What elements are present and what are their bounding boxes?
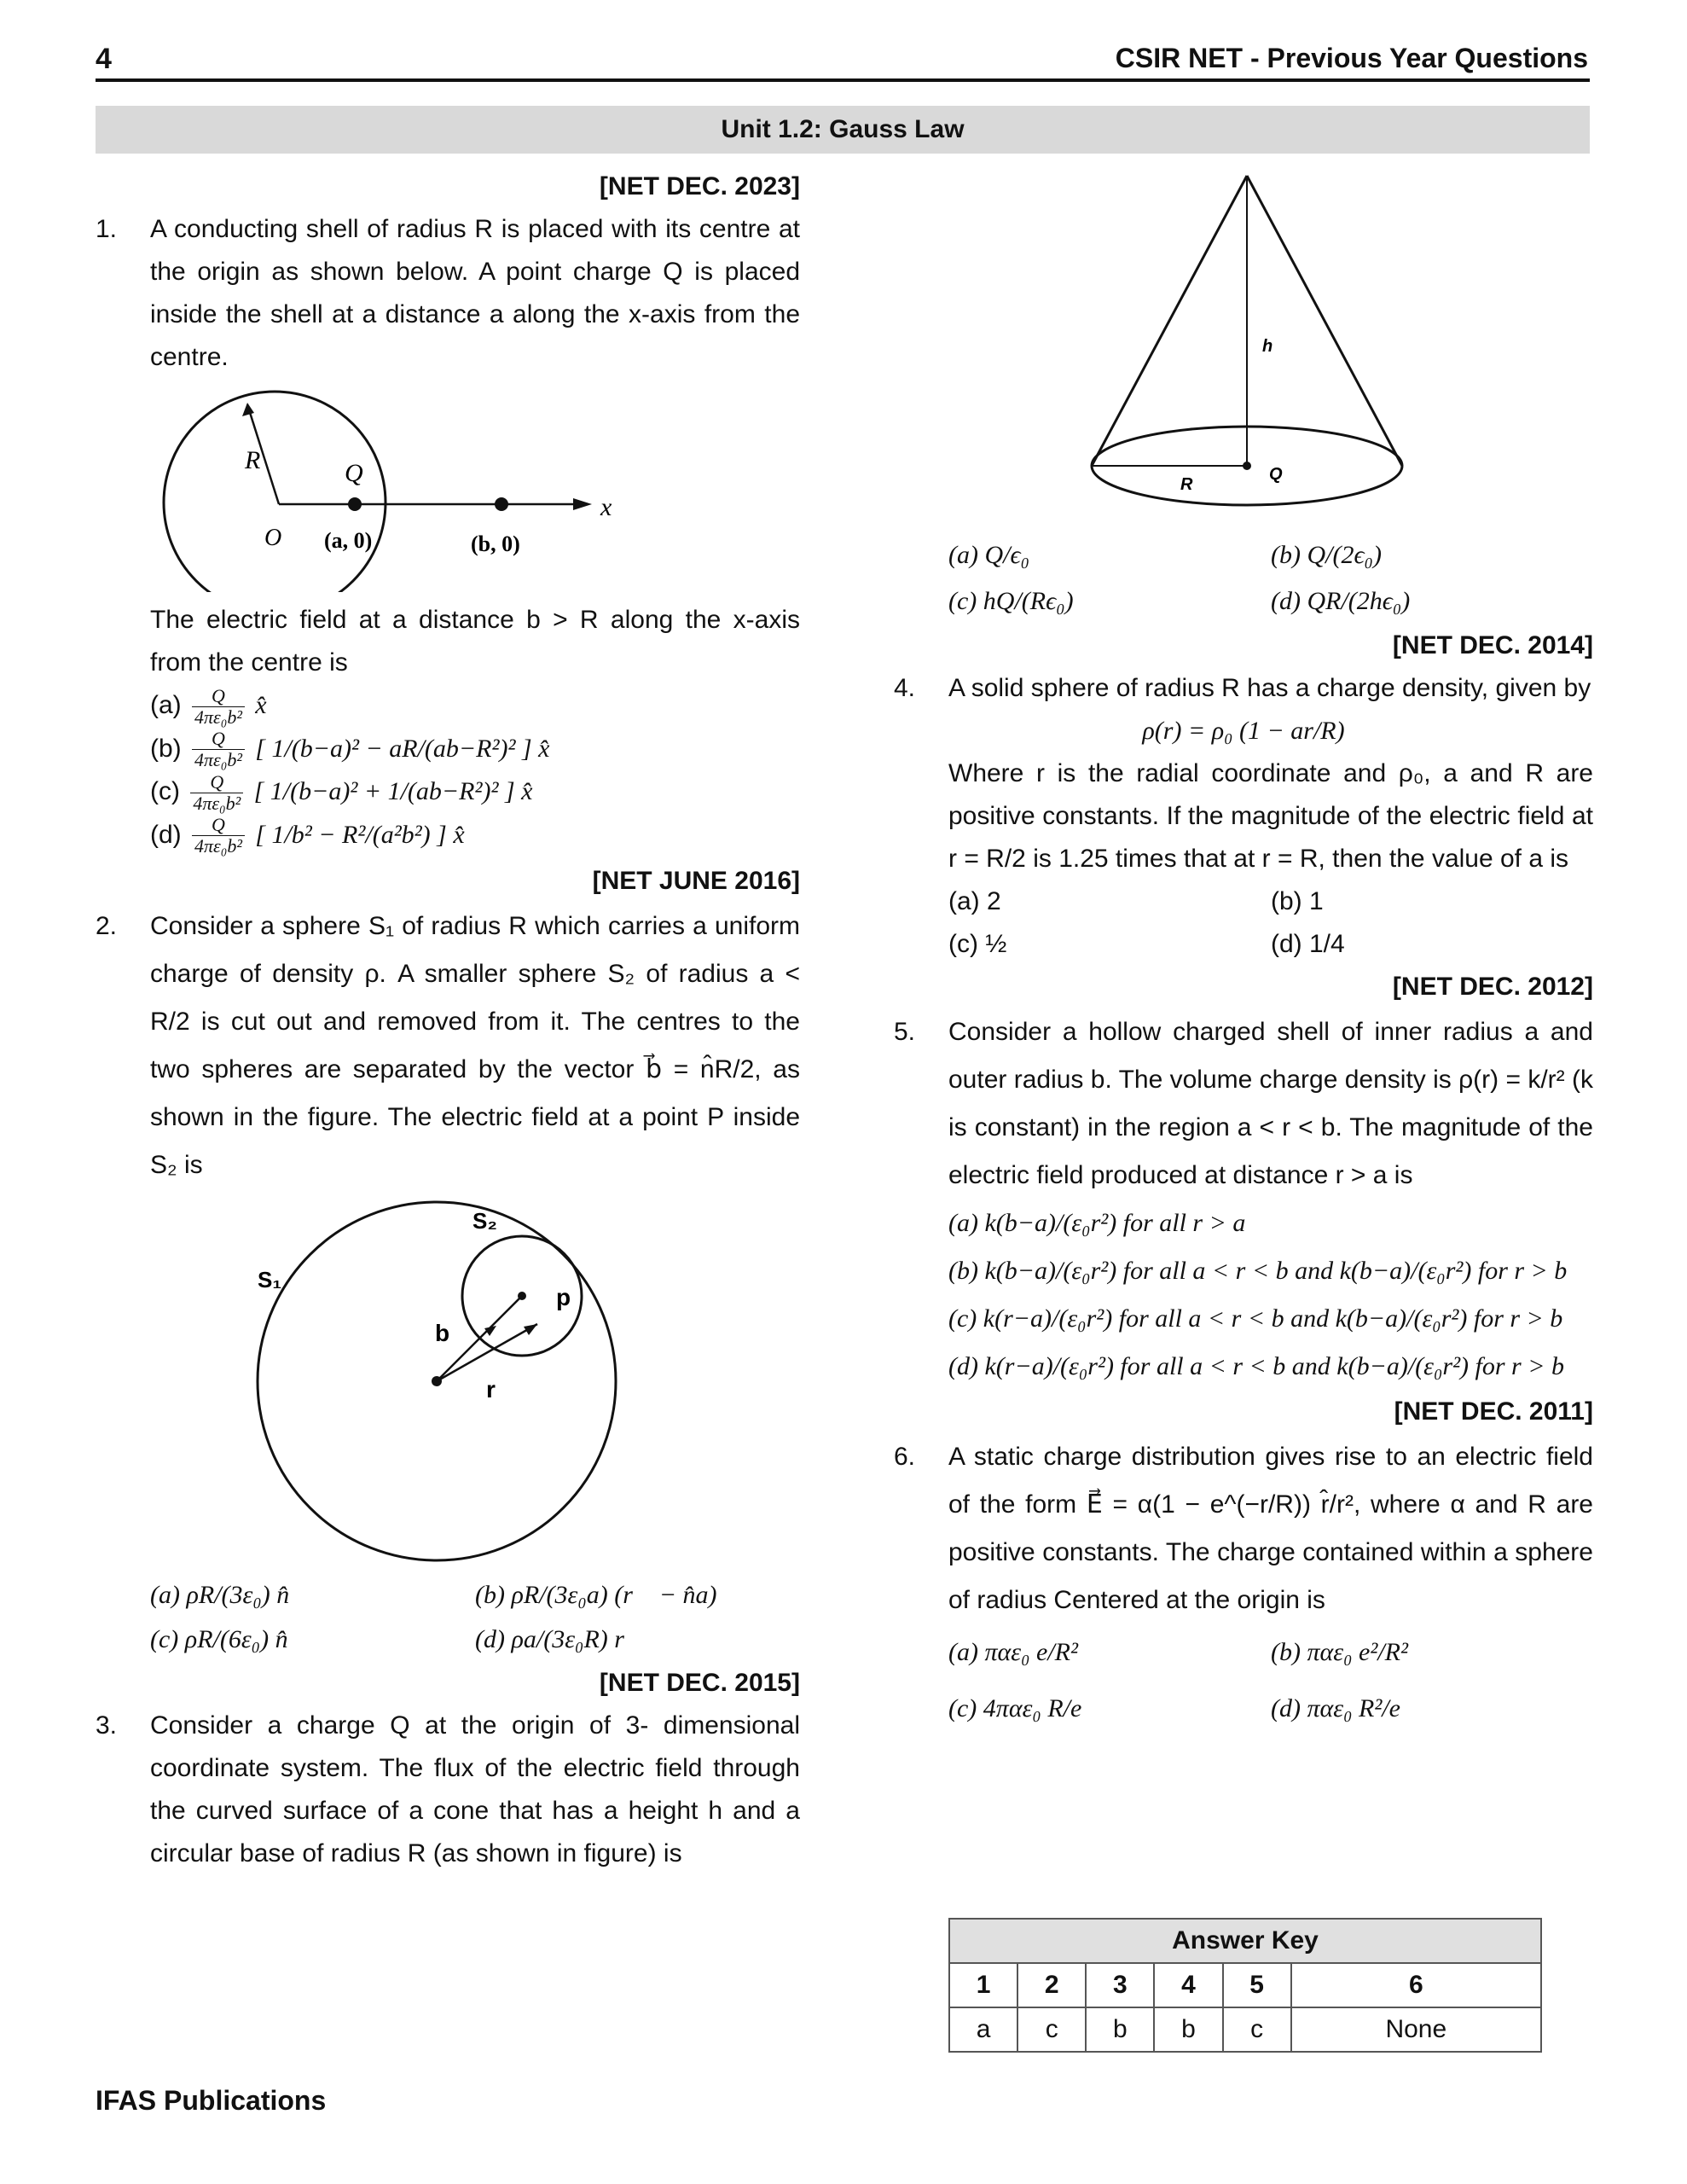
q1-opt-b-num: Q: [192, 729, 245, 750]
q4-text: A solid sphere of radius R has a charge density, given by: [948, 674, 1591, 702]
q6-option-b: (b) παε₀ e²/R²: [1271, 1638, 1408, 1666]
q2-option-c: (c) ρR/(6ε₀) n̂: [150, 1625, 288, 1654]
page-header-title: CSIR NET - Previous Year Questions: [1115, 43, 1588, 73]
q1-tag: [NET DEC. 2023]: [599, 172, 800, 200]
q6-text: A static charge distribution gives rise to an electric field of the form E⃗ = α(1 − e^(−r/R)) r̂/r², where α and R are positive constants. The charge contained within a sphere of radius Centered at the origin is: [948, 1443, 1593, 1614]
q6-options: [894, 1624, 1593, 1737]
q6-option-d: (d) παε₀ R²/e: [1271, 1694, 1400, 1722]
q1-number: 1.: [96, 215, 118, 243]
q6-option-c: (c) 4παε₀ R/e: [948, 1694, 1082, 1722]
q1-opt-d-body: [ 1/b² − R²/(a²b²) ] x̂: [255, 820, 465, 849]
q2-options: [96, 1573, 800, 1662]
q1-opt-c-den: 4πε₀b²: [193, 792, 241, 814]
q3-text: Consider a charge Q at the origin of 3- dimensional coordinate system. The flux of the electric field through the curved surface of a cone that has a height h and a circular base of radius R (as shown in figure) is: [150, 1711, 800, 1868]
question-2: [96, 903, 800, 1189]
right-column: [894, 166, 1593, 1737]
q1-option-c: [96, 770, 800, 814]
q1-fig-x-label: x: [600, 493, 612, 521]
q1-opt-c-num: Q: [190, 772, 243, 793]
q1-opt-c-body: [ 1/(b−a)² + 1/(ab−R²)² ] x̂: [253, 777, 533, 806]
answer-key-answer: b: [1154, 2007, 1222, 2052]
q1-opt-b-den: 4πε₀b²: [194, 749, 242, 771]
question-1: [96, 208, 800, 379]
q3-fig-Q-label: Q: [1269, 465, 1283, 484]
answer-key-number: 1: [949, 1963, 1017, 2007]
answer-key-answer: c: [1017, 2007, 1086, 2052]
answer-key-title: Answer Key: [949, 1919, 1541, 1963]
q6-tag: [NET DEC. 2011]: [1394, 1397, 1593, 1426]
q3-option-d: (d) QR/(2hϵ₀): [1271, 587, 1411, 615]
q2-fig-S1-label: S₁: [258, 1267, 282, 1293]
q2-option-a: (a) ρR/(3ε₀) n̂: [150, 1581, 290, 1610]
q1-fig-O-label: O: [264, 525, 282, 551]
q1-opt-c-label: (c): [150, 777, 180, 806]
q1-option-d: [96, 814, 800, 857]
q1-figure: [96, 387, 800, 592]
answer-key-number: 4: [1154, 1963, 1222, 2007]
q5-text: Consider a hollow charged shell of inner radius a and outer radius b. The volume charge density is ρ(r) = k/r² (k is constant) in the region a < r < b. The magnitude of the electric field produced at distance r > a is: [948, 1018, 1593, 1189]
page-number: 4: [96, 43, 112, 75]
answer-key-number: 5: [1223, 1963, 1291, 2007]
q4-tag: [NET DEC. 2014]: [1392, 631, 1593, 659]
q1-text: A conducting shell of radius R is placed with its centre at the origin as shown below. A point charge Q is placed inside the shell at a distance a along the x-axis from the centre.: [150, 215, 800, 371]
q1-option-b: [96, 728, 800, 771]
q3-option-b: (b) Q/(2ϵ₀): [1271, 541, 1382, 569]
q1-opt-a-num: Q: [192, 686, 245, 707]
q2-text: Consider a sphere S₁ of radius R which carries a uniform charge of density ρ. A smaller sphere S₂ of radius a < R/2 is cut out and removed from it. The centres to the two spheres are separated by the vector b⃗ = n̂R/2, as shown in the figure. The electric field at a point P inside S₂ is: [150, 912, 800, 1180]
q3-options: [894, 532, 1593, 624]
q1-fig-a-label: (a, 0): [324, 528, 373, 553]
q3-fig-h-label: h: [1262, 337, 1273, 356]
q1-opt-b-body: [ 1/(b−a)² − aR/(ab−R²)² ] x̂: [255, 734, 550, 763]
answer-key-answer: c: [1223, 2007, 1291, 2052]
q4-number: 4.: [894, 674, 916, 702]
q5-tag: [NET DEC. 2012]: [1392, 973, 1593, 1001]
q2-fig-S2-label: S₂: [472, 1208, 497, 1234]
q3-number: 3.: [96, 1711, 118, 1740]
q2-tag: [NET JUNE 2016]: [592, 867, 800, 896]
q1-opt-d-den: 4πε₀b²: [194, 835, 242, 857]
q1-prompt-wrap: [96, 599, 800, 684]
q3-fig-R-label: R: [1180, 475, 1193, 494]
q1-opt-b-frac: [192, 729, 245, 770]
q3-tag: [NET DEC. 2015]: [599, 1669, 800, 1698]
q1-opt-a-label: (a): [150, 691, 182, 719]
q5-option-c: (c) k(r−a)/(ε₀r²) for all a < r < b and k(b−a)/(ε₀r²) for r > b: [948, 1304, 1563, 1333]
answer-key-answer: b: [1086, 2007, 1154, 2052]
q2-option-d: (d) ρa/(3ε₀R) r⃗: [475, 1625, 645, 1654]
q5-option-a: (a) k(b−a)/(ε₀r²) for all r > a: [948, 1209, 1246, 1237]
question-4: [894, 667, 1593, 710]
question-6: [894, 1433, 1593, 1624]
q3-option-c: (c) hQ/(Rϵ₀): [948, 587, 1074, 615]
q1-opt-c-frac: [190, 772, 243, 814]
q2-fig-r-label: r: [486, 1376, 496, 1403]
unit-title: Unit 1.2: Gauss Law: [96, 106, 1590, 154]
answer-key-table: [948, 1918, 1542, 2053]
question-5: [894, 1008, 1593, 1199]
answer-key-answer: None: [1291, 2007, 1541, 2052]
q4-equation: ρ(r) = ρ₀ (1 − ar/R): [1142, 717, 1345, 745]
header-rule: [96, 78, 1590, 82]
q1-fig-R-label: R: [245, 446, 261, 474]
answer-key-number: 3: [1086, 1963, 1154, 2007]
q1-opt-a-frac: [192, 686, 245, 728]
answer-key-number: 2: [1017, 1963, 1086, 2007]
footer-publisher: IFAS Publications: [96, 2085, 327, 2116]
q2-number: 2.: [96, 912, 118, 941]
left-column: [96, 166, 800, 1875]
q4-option-d: (d) 1/4: [1271, 930, 1345, 958]
q2-figure: [96, 1189, 800, 1573]
q4-option-c: (c) ½: [948, 930, 1007, 958]
q4-option-b: (b) 1: [1271, 887, 1324, 915]
q1-fig-b-label: (b, 0): [471, 531, 520, 556]
q5-number: 5.: [894, 1018, 916, 1046]
answer-key-answer: a: [949, 2007, 1017, 2052]
q1-option-a: [96, 684, 800, 728]
q3-figure: [894, 166, 1593, 532]
q5-option-d: (d) k(r−a)/(ε₀r²) for all a < r < b and k(b−a)/(ε₀r²) for r > b: [948, 1352, 1564, 1380]
answer-key-number: 6: [1291, 1963, 1541, 2007]
q1-opt-d-frac: [192, 815, 245, 857]
q2-option-b: (b) ρR/(3ε₀a) (r⃗ − n̂a): [475, 1581, 717, 1610]
question-3: [96, 1705, 800, 1875]
q2-fig-p-label: p: [556, 1284, 571, 1311]
q4-options: [894, 880, 1593, 966]
q2-fig-b-label: b: [435, 1320, 450, 1347]
q1-fig-Q-label: Q: [345, 459, 363, 487]
q4-text2-wrap: [894, 752, 1593, 880]
q1-opt-a-tail: x̂: [255, 691, 267, 719]
q1-opt-d-num: Q: [192, 815, 245, 836]
q6-option-a: (a) παε₀ e/R²: [948, 1638, 1078, 1666]
q4-option-a: (a) 2: [948, 887, 1001, 915]
q1-opt-a-den: 4πε₀b²: [194, 706, 242, 728]
q1-opt-d-label: (d): [150, 820, 182, 849]
q5-option-b: (b) k(b−a)/(ε₀r²) for all a < r < b and k(b−a)/(ε₀r²) for r > b: [948, 1257, 1568, 1285]
q1-prompt: The electric field at a distance b > R along the x-axis from the centre is: [150, 606, 800, 677]
q4-text2: Where r is the radial coordinate and ρ₀, a and R are positive constants. If the magnitude of the electric field at r = R/2 is 1.25 times that at r = R, then the value of a is: [948, 759, 1593, 873]
q3-option-a: (a) Q/ϵ₀: [948, 541, 1029, 569]
q6-number: 6.: [894, 1443, 916, 1471]
q1-opt-b-label: (b): [150, 734, 182, 763]
